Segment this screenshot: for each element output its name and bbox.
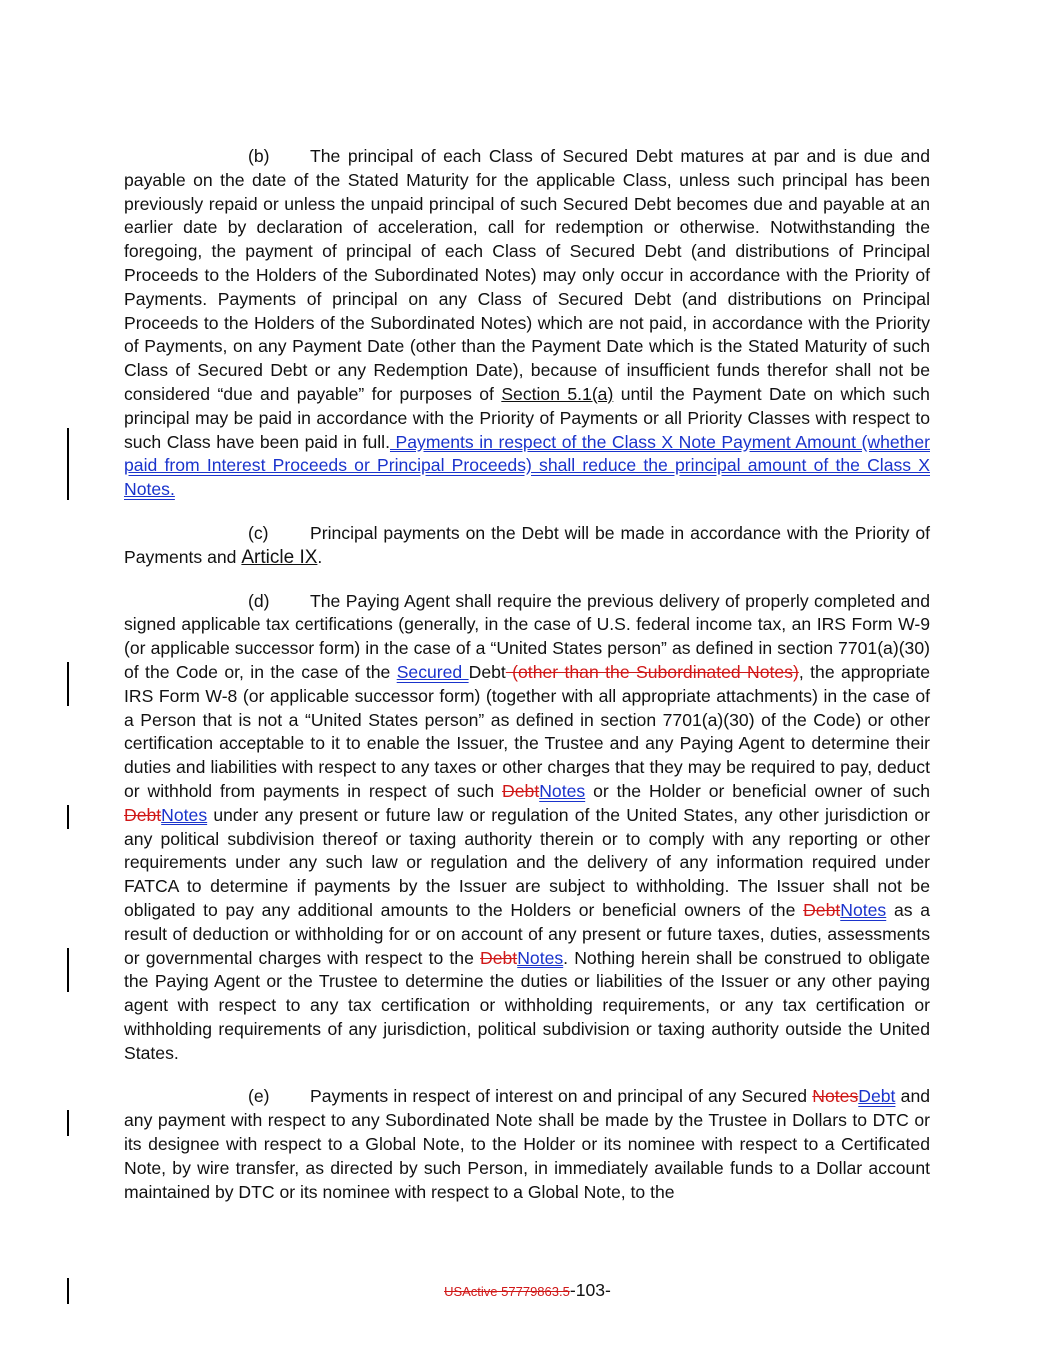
inserted-text: Payments in respect of the Class X Note Payment Amount (whether paid from Interest Proceeds or Principal Proceeds) shall reduce the principal amount of the Class X Notes.	[124, 431, 930, 500]
change-bar	[67, 662, 69, 706]
page-footer	[0, 1280, 1055, 1301]
deleted-text: Debt	[502, 780, 540, 801]
inserted-text: Notes	[539, 780, 586, 801]
inserted-text: Secured	[396, 661, 469, 682]
page-number: -103-	[569, 1280, 611, 1300]
paragraph-label: (c)	[248, 522, 269, 543]
inserted-text: Notes	[840, 899, 887, 920]
deleted-doc-id: USActive 57779863.5	[444, 1284, 570, 1299]
paragraph-d: (d) The Paying Agent shall require the previous delivery of properly completed and signed applicable tax certifications (generally, in the case of U.S. federal income tax, an IRS Form W-9 (or applicable successor form) in the case of a “United States person” as defined in section 7701(a)(30) of the Code or, in the case of the Secured Debt (other than the Subordinated Notes), the appropriate IRS Form W-8 (or applicable successor form) (together with all appropriate attachments) in the case of a Person that is not a “United States person” as defined in section 7701(a)(30) of the Code) or other certification acceptable to it to enable the Issuer, the Trustee and any Paying Agent to determine their duties and liabilities with respect to any taxes or other charges that they may be required to pay, deduct or withhold from payments in respect of such DebtNotes or the Holder or beneficial owner of such DebtNotes under any present or future law or regulation of the United States, any other jurisdiction or any political subdivision thereof or taxing authority therein or to comply with any reporting or other requirements under any such law or regulation and the delivery of any information required under FATCA to determine if payments by the Issuer are subject to withholding. The Issuer shall not be obligated to pay any additional amounts to the Holders or beneficial owners of the DebtNotes as a result of deduction or withholding for or on account of any present or future taxes, duties, assessments or governmental charges with respect to the DebtNotes. Nothing herein shall be construed to obligate the Paying Agent or the Trustee to determine the duties or liabilities of the Issuer or any other paying agent with respect to any tax certification or withholding requirements, or any tax certification or withholding requirements of any jurisdiction, political subdivision or taxing authority outside the United States.	[124, 590, 931, 1063]
paragraph-label: (d)	[248, 590, 270, 611]
inserted-text: Notes	[517, 947, 564, 968]
deleted-text: Debt	[480, 947, 518, 968]
inserted-text: Debt	[858, 1086, 896, 1107]
change-bar	[67, 1110, 69, 1136]
change-bar	[67, 428, 69, 500]
paragraph-label: (e)	[248, 1086, 270, 1107]
deleted-text: Notes	[812, 1086, 859, 1107]
deleted-text: (other than the Subordinated Notes)	[505, 661, 799, 682]
change-bar	[67, 948, 69, 992]
change-bar	[67, 805, 69, 829]
article-reference: Article IX	[241, 546, 318, 568]
paragraph-c: (c) Principal payments on the Debt will be made in accordance with the Priority of Payments and Article IX.	[124, 522, 930, 568]
paragraph-b: (b) The principal of each Class of Secured Debt matures at par and is due and payable on the date of the Stated Maturity for the applicable Class, unless such principal has been previously repaid or unless the unpaid principal of such Secured Debt becomes due and payable at an earlier date by declaration of acceleration, call for redemption or otherwise. Notwithstanding the foregoing, the payment of principal of each Class of Secured Debt (and distributions of Principal Proceeds to the Holders of the Subordinated Notes) may only occur in accordance with the Priority of Payments. Payments of principal on any Class of Secured Debt (and distributions on Principal Proceeds to the Holders of the Subordinated Notes) which are not paid, in accordance with the Priority of Payments, on any Payment Date (other than the Payment Date which is the Stated Maturity of such Class of Secured Debt or any Redemption Date), because of insufficient funds therefor shall not be considered “due and payable” for purposes of Section 5.1(a) until the Payment Date on which such principal may be paid in accordance with the Priority of Payments or all Priority Classes with respect to such Class have been paid in full. Payments in respect of the Class X Note Payment Amount (whether paid from Interest Proceeds or Principal Proceeds) shall reduce the principal amount of the Class X Notes.	[124, 146, 930, 500]
section-reference: Section 5.1(a)	[501, 383, 614, 404]
deleted-text: Debt	[803, 899, 841, 920]
document-body	[124, 145, 930, 1224]
inserted-text: Notes	[161, 804, 208, 825]
paragraph-label: (b)	[248, 146, 270, 166]
deleted-text: Debt	[124, 804, 162, 825]
paragraph-e: (e) Payments in respect of interest on and principal of any Secured NotesDebt and any payment with respect to any Subordinated Note shall be made by the Trustee in Dollars to DTC or its designee with respect to a Global Note, to the Holder or its nominee with respect to a Certificated Note, by wire transfer, as directed by such Person, in immediately available funds to a Dollar account maintained by DTC or its nominee with respect to a Global Note, to the	[124, 1086, 931, 1202]
